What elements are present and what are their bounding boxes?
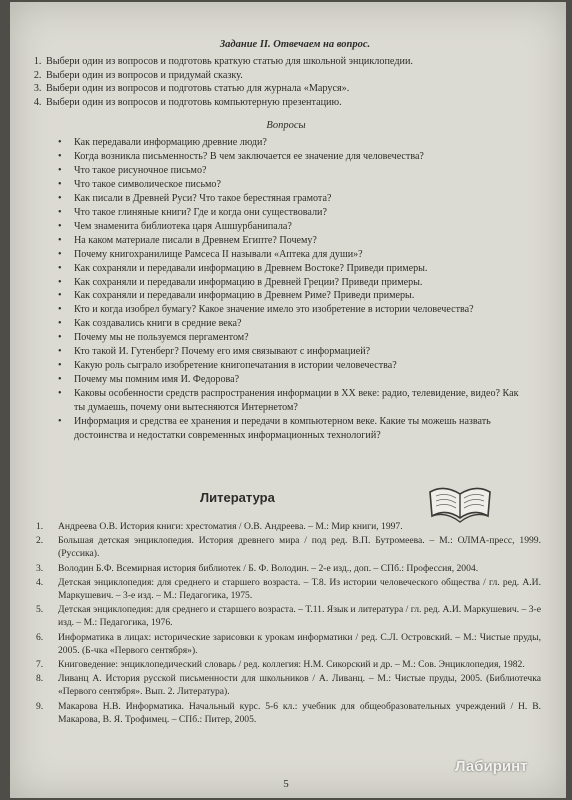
page-number: 5	[283, 778, 289, 790]
reference-number: 8.	[36, 673, 44, 685]
question-item: • Как создавались книги в средние века?	[58, 317, 528, 331]
reference-text: Информатика в лицах: исторические зарисовки к урокам информатики / ред. С.Л. Островский. – М.: Чистые пруды, 2005. (Б-чка «Первого сентября»).	[58, 631, 541, 656]
question-item: • Какую роль сыграло изобретение книгопечатания в истории человечества?	[58, 359, 528, 373]
question-item: • Как передавали информацию древние люди?	[58, 136, 528, 150]
reference-text: Детская энциклопедия: для среднего и старшего возраста. – Т.11. Язык и литература / гл. ред. А.И. Маркушевич. – 3-е изд. – М.: Педагогика, 1976.	[58, 604, 541, 629]
reference-text: Андреева О.В. История книги: хрестоматия / О.В. Андреева. – М.: Мир книги, 1997.	[58, 521, 403, 532]
reference-item	[36, 562, 541, 575]
reference-item	[36, 603, 541, 629]
reference-text: Володин Б.Ф. Всемирная история библиотек / Б. Ф. Володин. – 2-е изд., доп. – СПб.: Профессия, 2004.	[58, 562, 479, 574]
reference-item	[36, 658, 541, 671]
question-item: • Как сохраняли и передавали информацию в Древнем Востоке? Приведи примеры.	[58, 262, 528, 276]
question-item: • Каковы особенности средств распространения информации в XX веке: радио, телевидение, видео? Как ты думаешь, почему они вытесняются Интернетом?	[58, 387, 528, 415]
watermark: Лабиринт	[455, 758, 528, 775]
reference-number: 6.	[36, 631, 44, 643]
reference-number: 4.	[36, 576, 44, 588]
task-item: 2. Выбери один из вопросов и придумай сказку.	[44, 69, 540, 83]
question-item: • Что такое рисуночное письмо?	[58, 164, 528, 178]
reference-item	[36, 576, 541, 602]
reference-text: Большая детская энциклопедия. История древнего мира / под ред. В.П. Бутромеева. – М.: ОЛМА-пресс, 1999. (Руссика).	[58, 535, 541, 560]
question-item: • Почему книгохранилище Рамсеса II называли «Аптека для души»?	[58, 248, 528, 262]
reference-number: 2.	[36, 535, 44, 547]
tasks-list	[30, 55, 540, 110]
task-item: 4. Выбери один из вопросов и подготовь компьютерную презентацию.	[44, 96, 540, 110]
reference-item	[36, 520, 541, 533]
question-item: • Кто и когда изобрел бумагу? Какое значение имело это изобретение в истории человечества?	[58, 303, 528, 317]
open-book-icon	[426, 478, 494, 526]
literature-title: Литература	[200, 490, 275, 505]
reference-number: 5.	[36, 604, 44, 616]
reference-text: Книговедение: энциклопедический словарь / ред. коллегия: Н.М. Сикорский и др. – М.: Сов. Энциклопедия, 1982.	[58, 659, 525, 671]
reference-item	[36, 631, 541, 657]
question-item: • Как сохраняли и передавали информацию в Древнем Риме? Приведи примеры.	[58, 289, 528, 303]
reference-text: Макарова Н.В. Информатика. Начальный курс. 5-6 кл.: учебник для общеобразовательных учреждений / Н. В. Макарова, В. Я. Трофимец. – СПб.: Питер, 2005.	[58, 700, 541, 725]
question-item: • Кто такой И. Гутенберг? Почему его имя связывают с информацией?	[58, 345, 528, 359]
task-item: 3. Выбери один из вопросов и подготовь статью для журнала «Маруся».	[44, 82, 540, 96]
reference-number: 1.	[36, 521, 44, 532]
reference-number: 7.	[36, 659, 44, 671]
questions-title: Вопросы	[266, 120, 306, 131]
question-item: • Как писали в Древней Руси? Что такое берестяная грамота?	[58, 192, 528, 206]
tasks-section	[30, 38, 540, 110]
reference-text: Детская энциклопедия: для среднего и старшего возраста. – Т.8. Из истории человеческого общества / гл. ред. А.И. Маркушевич. – 3-е изд. – М.: Педагогика, 1975.	[58, 576, 541, 602]
reference-item	[36, 700, 541, 726]
literature-list	[36, 520, 541, 727]
reference-item	[36, 672, 541, 698]
question-item: • Когда возникла письменность? В чем заключается ее значение для человечества?	[58, 150, 528, 164]
question-item: • Как сохраняли и передавали информацию в Древней Греции? Приведи примеры.	[58, 276, 528, 290]
question-item: • Почему мы помним имя И. Федорова?	[58, 373, 528, 387]
questions-list	[58, 136, 528, 443]
question-item: • Чем знаменита библиотека царя Ашшурбанипала?	[58, 220, 528, 234]
task-item: 1. Выбери один из вопросов и подготовь краткую статью для школьной энциклопедии.	[44, 55, 540, 69]
question-item: • Что такое глиняные книги? Где и когда они существовали?	[58, 206, 528, 220]
reference-number: 3.	[36, 562, 44, 574]
question-item: • Информация и средства ее хранения и передачи в компьютерном веке. Какие ты можешь назвать достоинства и недостатки современных информационных технологий?	[58, 415, 528, 443]
tasks-title: Задание II. Отвечаем на вопрос.	[219, 39, 371, 50]
reference-number: 9.	[36, 700, 44, 712]
question-item: • На каком материале писали в Древнем Египте? Почему?	[58, 234, 528, 248]
reference-text: Ливанц А. История русской письменности для школьников / А. Ливанц. – М.: Чистые пруды, 2005. (Библиотечка «Первого сентября». Вып. 2. Литература).	[58, 673, 541, 698]
reference-item	[36, 534, 541, 560]
question-item: • Почему мы не пользуемся пергаментом?	[58, 331, 528, 345]
question-item: • Что такое символическое письмо?	[58, 178, 528, 192]
